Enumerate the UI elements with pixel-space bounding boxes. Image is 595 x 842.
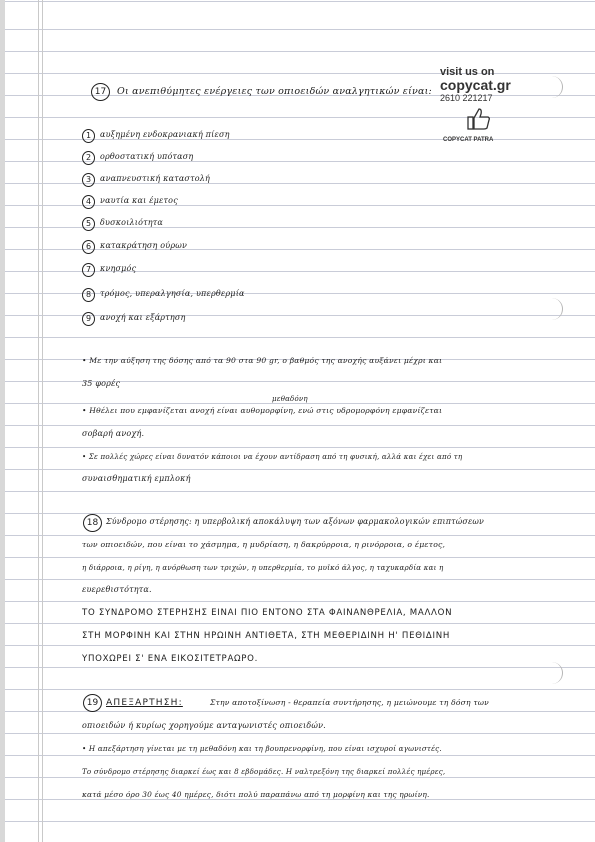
question-number: 18 (83, 514, 102, 532)
q19-line: οπιοειδών ή κυρίως χορηγούμε ανταγωνιστές οπιοειδών. (82, 721, 326, 730)
q18-line: ευερεθιστότητα. (82, 585, 152, 594)
list-item: ναυτία και έμετος (100, 196, 178, 205)
list-number: 8 (82, 288, 95, 302)
list-number: 7 (82, 263, 95, 277)
list-item: ανοχή και εξάρτηση (100, 313, 186, 322)
q18-line: των οπιοειδών, που είναι το χάσμημα, η μυδρίαση, η δακρύρροια, η ρινόρροια, ο έμετος, (82, 540, 446, 549)
q19-line: • Η απεξάρτηση γίνεται με τη μεθαδόνη και τη βουπρενορφίνη, που είναι ισχυροί αγωνιστές. (82, 744, 442, 753)
list-item: αυξημένη ενδοκρανιακή πίεση (100, 130, 230, 139)
note-line: • Με την αύξηση της δόσης από τα 90 στα 90 gr, ο βαθμός της ανοχής αυξάνει μέχρι και (82, 356, 443, 365)
stamp-shop-text: COPYCAT PATRA (443, 137, 494, 143)
note-line: • Ηθέλει που εμφανίζεται ανοχή είναι αυθομορφίνη, ενώ στις υδρομορφόνη εμφανίζεται (82, 406, 443, 415)
q18-line: η διάρροια, η ρίγη, η ανόρθωση των τριχών, η υπερθερμία, το μυϊκό άλγος, η ταχυκαρδία και η (82, 563, 444, 572)
question-number: 17 (91, 83, 110, 101)
page-left-edge (0, 0, 5, 842)
list-item: τρόμος, υπεραλγησία, υπερθερμία (100, 289, 245, 298)
q17-heading: Οι ανεπιθύμητες ενέργειες των οπιοειδών αναλγητικών είναι: (117, 86, 432, 97)
stamp-site-text: copycat.gr (440, 77, 511, 93)
note-line: σοβαρή ανοχή. (82, 429, 145, 438)
list-item: δυσκοιλιότητα (100, 218, 164, 227)
binder-hole-mark (548, 662, 563, 684)
note-insertion: μεθαδόνη (272, 395, 308, 403)
list-number: 9 (82, 312, 95, 326)
stamp-visit-text: visit us on (440, 66, 495, 78)
q19-line: Το σύνδρομο στέρησης διαρκεί έως και 8 εβδομάδες. Η ναλτρεξόνη της διαρκεί πολλές ημέρες, (82, 767, 446, 776)
copycat-stamp (440, 66, 560, 143)
list-item: κατακράτηση ούρων (100, 241, 188, 250)
list-number: 4 (82, 195, 95, 209)
stamp-phone-text: 2610 221217 (440, 93, 493, 103)
q18-caps-line: ΥΠΟΧΩΡΕΙ Σ' ΕΝΑ ΕΙΚΟΣΙΤΕΤΡΑΩΡΟ. (82, 654, 259, 664)
q19-line: κατά μέσο όρο 30 έως 40 ημέρες, διότι πολύ παραπάνω από τη μορφίνη και της ηρωίνη. (82, 790, 430, 799)
list-item: αναπνευστική καταστολή (100, 174, 210, 183)
list-item: ορθοστατική υπόταση (100, 152, 194, 161)
q18-caps-line: ΣΤΗ ΜΟΡΦΙΝΗ ΚΑΙ ΣΤΗΝ ΗΡΩΙΝΗ ΑΝΤΙΘΕΤΑ, ΣΤΗ ΜΕΘΕΡΙΔΙΝΗ Η' ΠΕΘΙΔΙΝΗ (82, 631, 450, 641)
list-number: 2 (82, 151, 95, 165)
binder-hole-mark (548, 298, 563, 320)
q18-line: Σύνδρομο στέρησης: η υπερβολική αποκάλυψη των αξόνων φαρμακολογικών επιπτώσεων (106, 517, 485, 526)
question-number: 19 (83, 694, 102, 712)
q19-label: ΑΠΕΞΑΡΤΗΣΗ: (106, 698, 183, 708)
list-number: 1 (82, 129, 95, 143)
thumbs-up-icon (466, 106, 492, 132)
margin-line (38, 0, 39, 842)
note-line: συναισθηματική εμπλοκή (82, 474, 191, 483)
q18-caps-line: ΤΟ ΣΥΝΔΡΟΜΟ ΣΤΕΡΗΣΗΣ ΕΙΝΑΙ ΠΙΟ ΕΝΤΟΝΟ ΣΤΑ ΦΑΙΝΑΝΘΡΕΛΙΑ, ΜΑΛΛΟΝ (82, 608, 453, 618)
list-number: 3 (82, 173, 95, 187)
list-number: 5 (82, 217, 95, 231)
note-line: 35 φορές (82, 379, 121, 388)
list-number: 6 (82, 240, 95, 254)
note-line: • Σε πολλές χώρες είναι δυνατόν κάποιοι να έχουν αντίδραση από τη φυσική, αλλά και έχει από τη (82, 452, 463, 461)
list-item: κνησμός (100, 264, 137, 273)
margin-line-inner (42, 0, 43, 842)
q19-line: Στην αποτοξίνωση - θεραπεία συντήρησης, η μειώνουμε τη δόση των (210, 698, 489, 707)
